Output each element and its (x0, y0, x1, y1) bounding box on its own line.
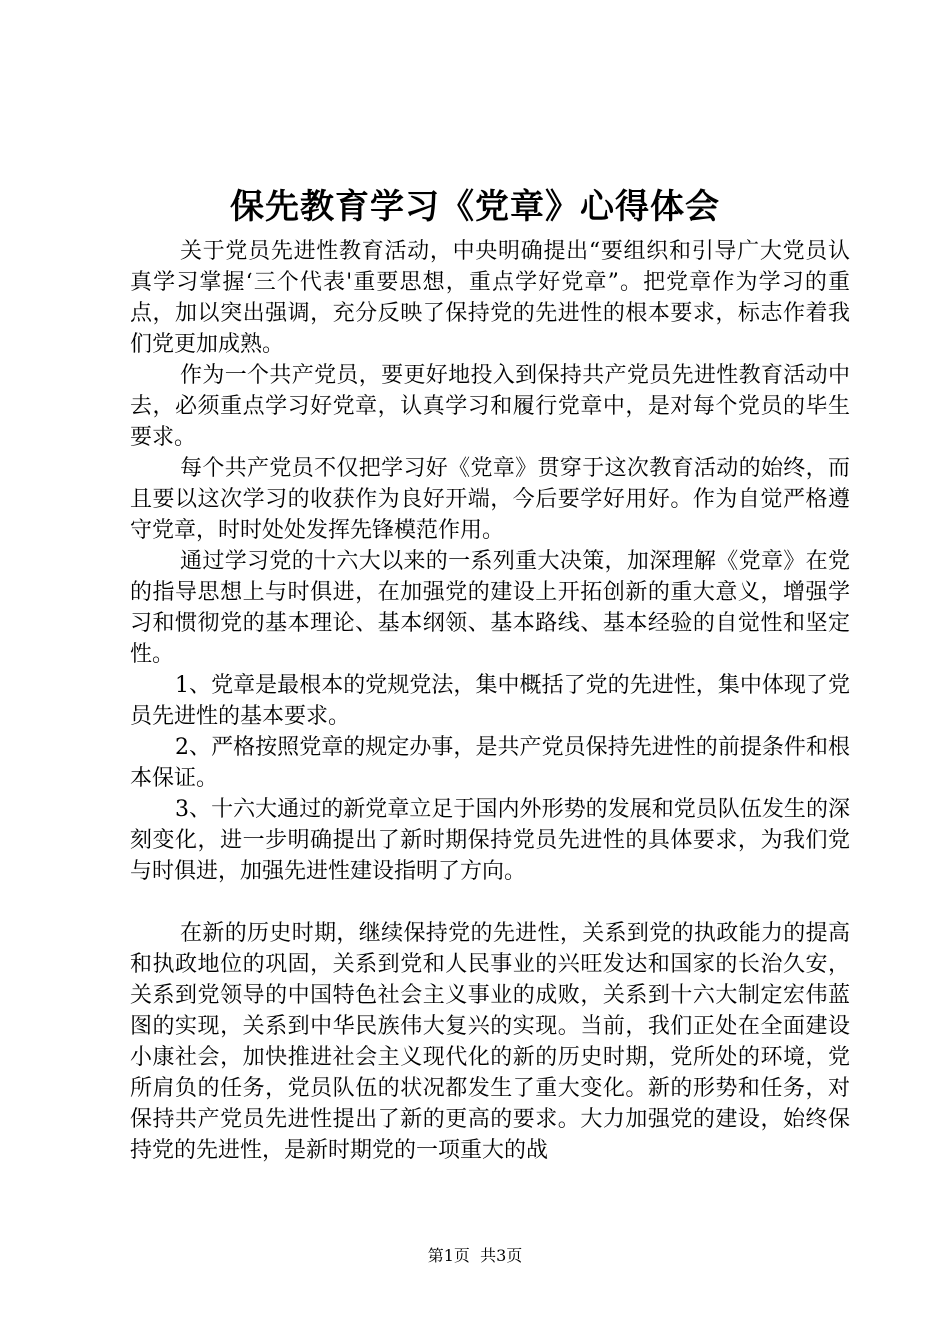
numbered-paragraph: 1、党章是最根本的党规党法，集中概括了党的先进性，集中体现了党员先进性的基本要求。 (130, 673, 850, 729)
paragraph: 通过学习党的十六大以来的一系列重大决策，加深理解《党章》在党的指导思想上与时俱进，在加强党的建设上开拓创新的重大意义，增强学习和惯彻党的基本理论、基本纲领、基本路线、基本经验的自觉性和坚定性。 (130, 549, 850, 667)
page-title: 保先教育学习《党章》心得体会 (230, 187, 720, 227)
paragraph: 每个共产党员不仅把学习好《党章》贯穿于这次教育活动的始终，而且要以这次学习的收获作为良好开端，今后要学好用好。作为自觉严格遵守党章，时时处处发挥先锋模范作用。 (130, 456, 850, 543)
document-body (130, 236, 850, 1166)
paragraph-spacer (130, 887, 850, 918)
numbered-paragraph: 2、严格按照党章的规定办事，是共产党员保持先进性的前提条件和根本保证。 (130, 735, 850, 791)
paragraph: 作为一个共产党员，要更好地投入到保持共产党员先进性教育活动中去，必须重点学习好党章，认真学习和履行党章中，是对每个党员的毕生要求。 (130, 363, 850, 450)
numbered-paragraph: 3、十六大通过的新党章立足于国内外形势的发展和党员队伍发生的深刻变化，进一步明确提出了新时期保持党员先进性的具体要求，为我们党与时俱进，加强先进性建设指明了方向。 (130, 797, 850, 884)
paragraph: 关于党员先进性教育活动，中央明确提出“要组织和引导广大党员认真学习掌握‘三个代表'重要思想，重点学好党章”。把党章作为学习的重点，加以突出强调，充分反映了保持党的先进性的根本要求，标志作着我们党更加成熟。 (130, 239, 850, 357)
paragraph: 在新的历史时期，继续保持党的先进性，关系到党的执政能力的提高和执政地位的巩固，关系到党和人民事业的兴旺发达和国家的长治久安，关系到党领导的中国特色社会主义事业的成败，关系到十六大制定宏伟蓝图的实现，关系到中华民族伟大复兴的实现。当前，我们正处在全面建设小康社会，加快推进社会主义现代化的新的历史时期，党所处的环境，党所肩负的任务，党员队伍的状况都发生了重大变化。新的形势和任务，对保持共产党员先进性提出了新的更高的要求。大力加强党的建设，始终保持党的先进性，是新时期党的一项重大的战 (130, 921, 850, 1163)
page-footer: 第1页 共3页 (427, 1246, 523, 1265)
